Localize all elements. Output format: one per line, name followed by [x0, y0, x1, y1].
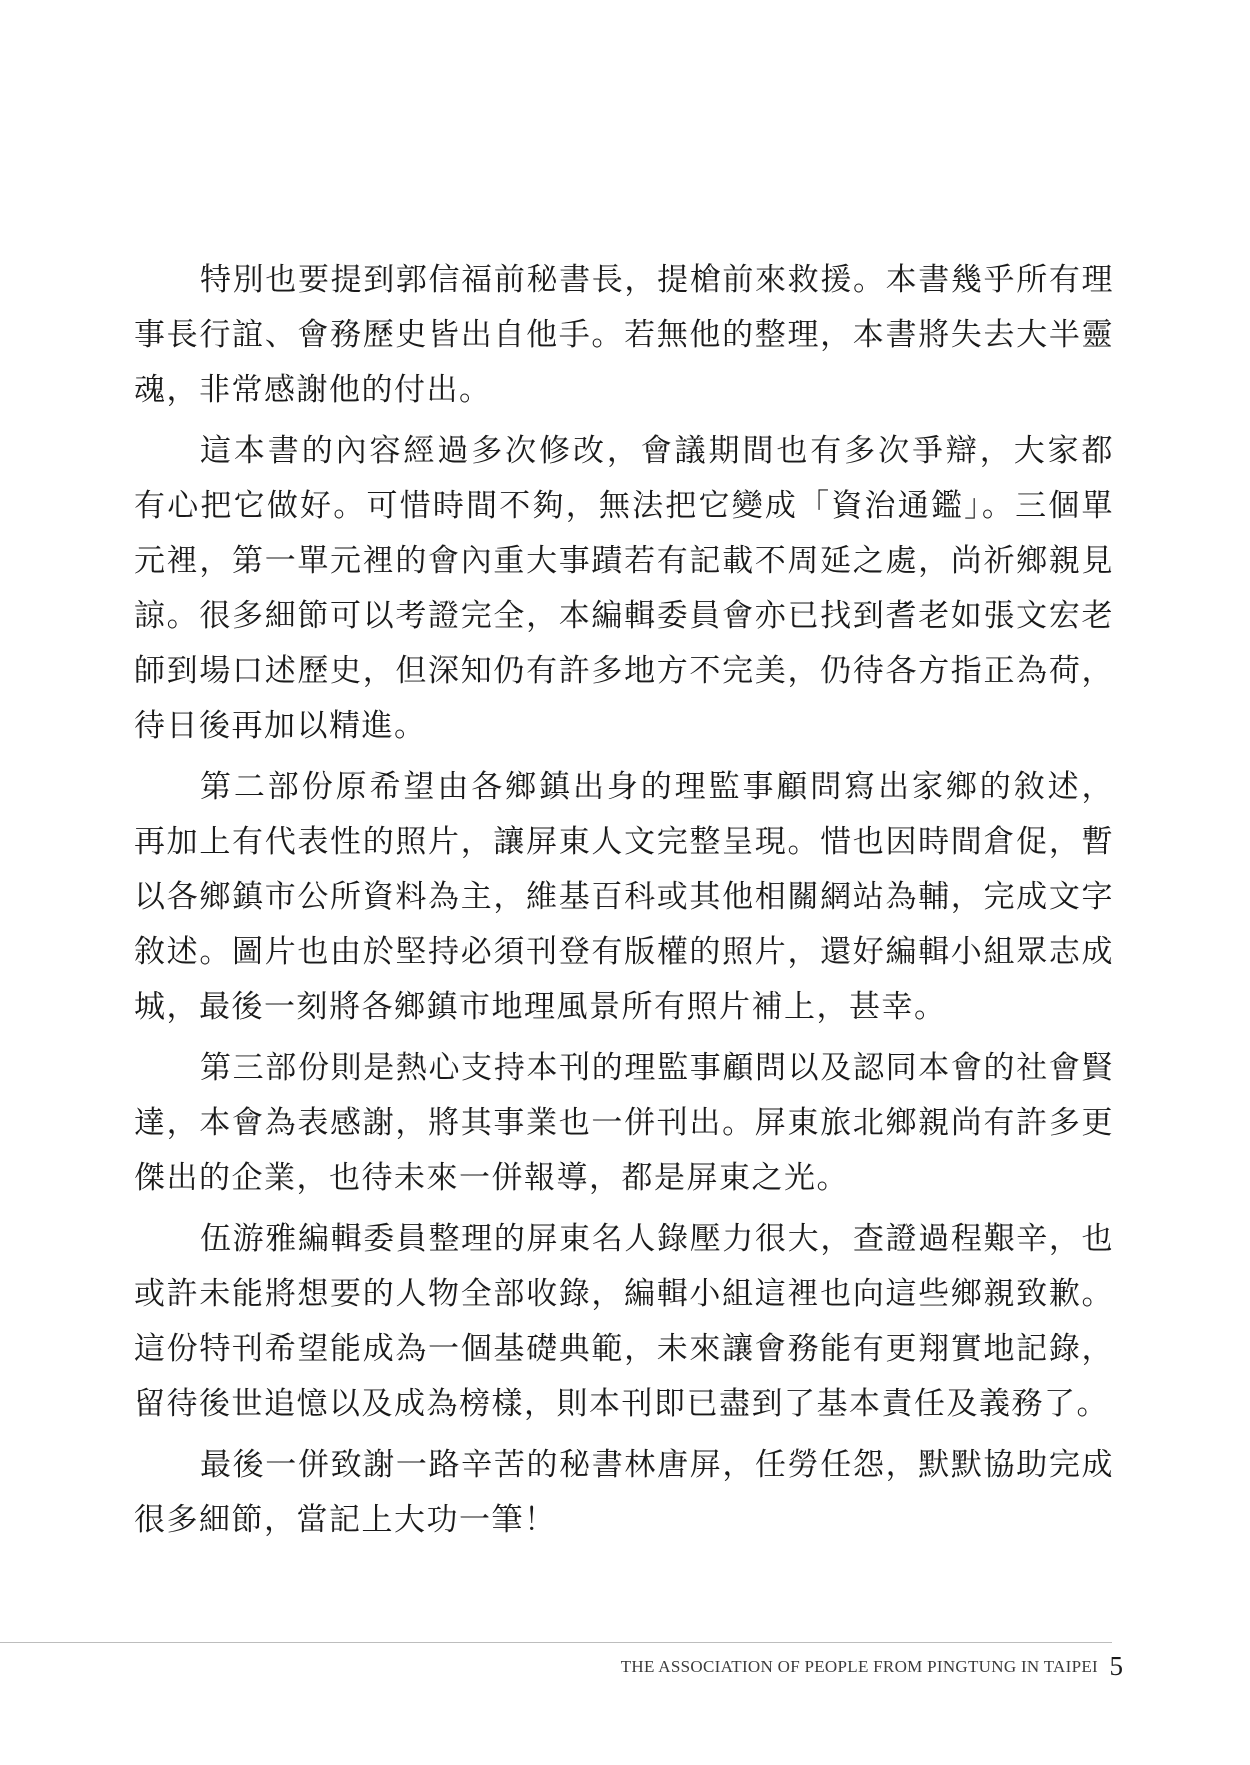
paragraph [134, 1212, 1114, 1432]
body-text [134, 253, 1114, 1554]
paragraph-line: 第二部份原希望由各鄉鎮出身的理監事顧問寫出家鄉的敘述， [200, 769, 1114, 805]
footer-divider [0, 1642, 1112, 1643]
paragraph-line: 這份特刊希望能成為一個基礎典範，未來讓會務能有更翔實地記錄， [134, 1331, 1114, 1367]
paragraph-line: 達，本會為表感謝，將其事業也一併刊出。屏東旅北鄉親尚有許多更 [134, 1105, 1114, 1141]
paragraph-line: 傑出的企業，也待未來一併報導，都是屏東之光。 [134, 1160, 849, 1196]
paragraph-line: 城，最後一刻將各鄉鎮市地理風景所有照片補上，甚幸。 [134, 989, 947, 1025]
paragraph-line: 有心把它做好。可惜時間不夠，無法把它變成「資治通鑑」。三個單 [134, 488, 1114, 524]
paragraph-line: 第三部份則是熱心支持本刊的理監事顧問以及認同本會的社會賢 [200, 1050, 1114, 1086]
paragraph-line: 再加上有代表性的照片，讓屏東人文完整呈現。惜也因時間倉促，暫 [134, 824, 1114, 860]
paragraph-line: 最後一併致謝一路辛苦的秘書林唐屏，任勞任怨，默默協助完成 [200, 1447, 1114, 1483]
footer-publication-title: THE ASSOCIATION OF PEOPLE FROM PINGTUNG IN TAIPEI [620, 1657, 1098, 1676]
paragraph-line: 諒。很多細節可以考證完全，本編輯委員會亦已找到耆老如張文宏老 [134, 598, 1114, 634]
paragraph-line: 或許未能將想要的人物全部收錄，編輯小組這裡也向這些鄉親致歉。 [134, 1276, 1114, 1312]
paragraph-line: 魂，非常感謝他的付出。 [134, 372, 492, 408]
page-number: 5 [1109, 1651, 1123, 1681]
paragraph-line: 以各鄉鎮市公所資料為主，維基百科或其他相關網站為輔，完成文字 [134, 879, 1114, 915]
paragraph [134, 1041, 1114, 1206]
paragraph-line: 伍游雅編輯委員整理的屏東名人錄壓力很大，查證過程艱辛，也 [200, 1221, 1114, 1257]
paragraph-line: 這本書的內容經過多次修改，會議期間也有多次爭辯，大家都 [200, 433, 1114, 469]
paragraph-line: 特別也要提到郭信福前秘書長，提槍前來救援。本書幾乎所有理 [200, 262, 1114, 298]
paragraph-line: 很多細節，當記上大功一筆！ [134, 1502, 557, 1538]
paragraph [134, 760, 1114, 1035]
paragraph-line: 元裡，第一單元裡的會內重大事蹟若有記載不周延之處，尚祈鄉親見 [134, 543, 1114, 579]
paragraph-line: 待日後再加以精進。 [134, 708, 427, 744]
paragraph [134, 424, 1114, 754]
paragraph-line: 留待後世追憶以及成為榜樣，則本刊即已盡到了基本責任及義務了。 [134, 1386, 1109, 1422]
paragraph [134, 253, 1114, 418]
paragraph [134, 1438, 1114, 1548]
paragraph-line: 事長行誼、會務歷史皆出自他手。若無他的整理，本書將失去大半靈 [134, 317, 1114, 353]
paragraph-line: 師到場口述歷史，但深知仍有許多地方不完美，仍待各方指正為荷， [134, 653, 1114, 689]
paragraph-line: 敘述。圖片也由於堅持必須刊登有版權的照片，還好編輯小組眾志成 [134, 934, 1114, 970]
